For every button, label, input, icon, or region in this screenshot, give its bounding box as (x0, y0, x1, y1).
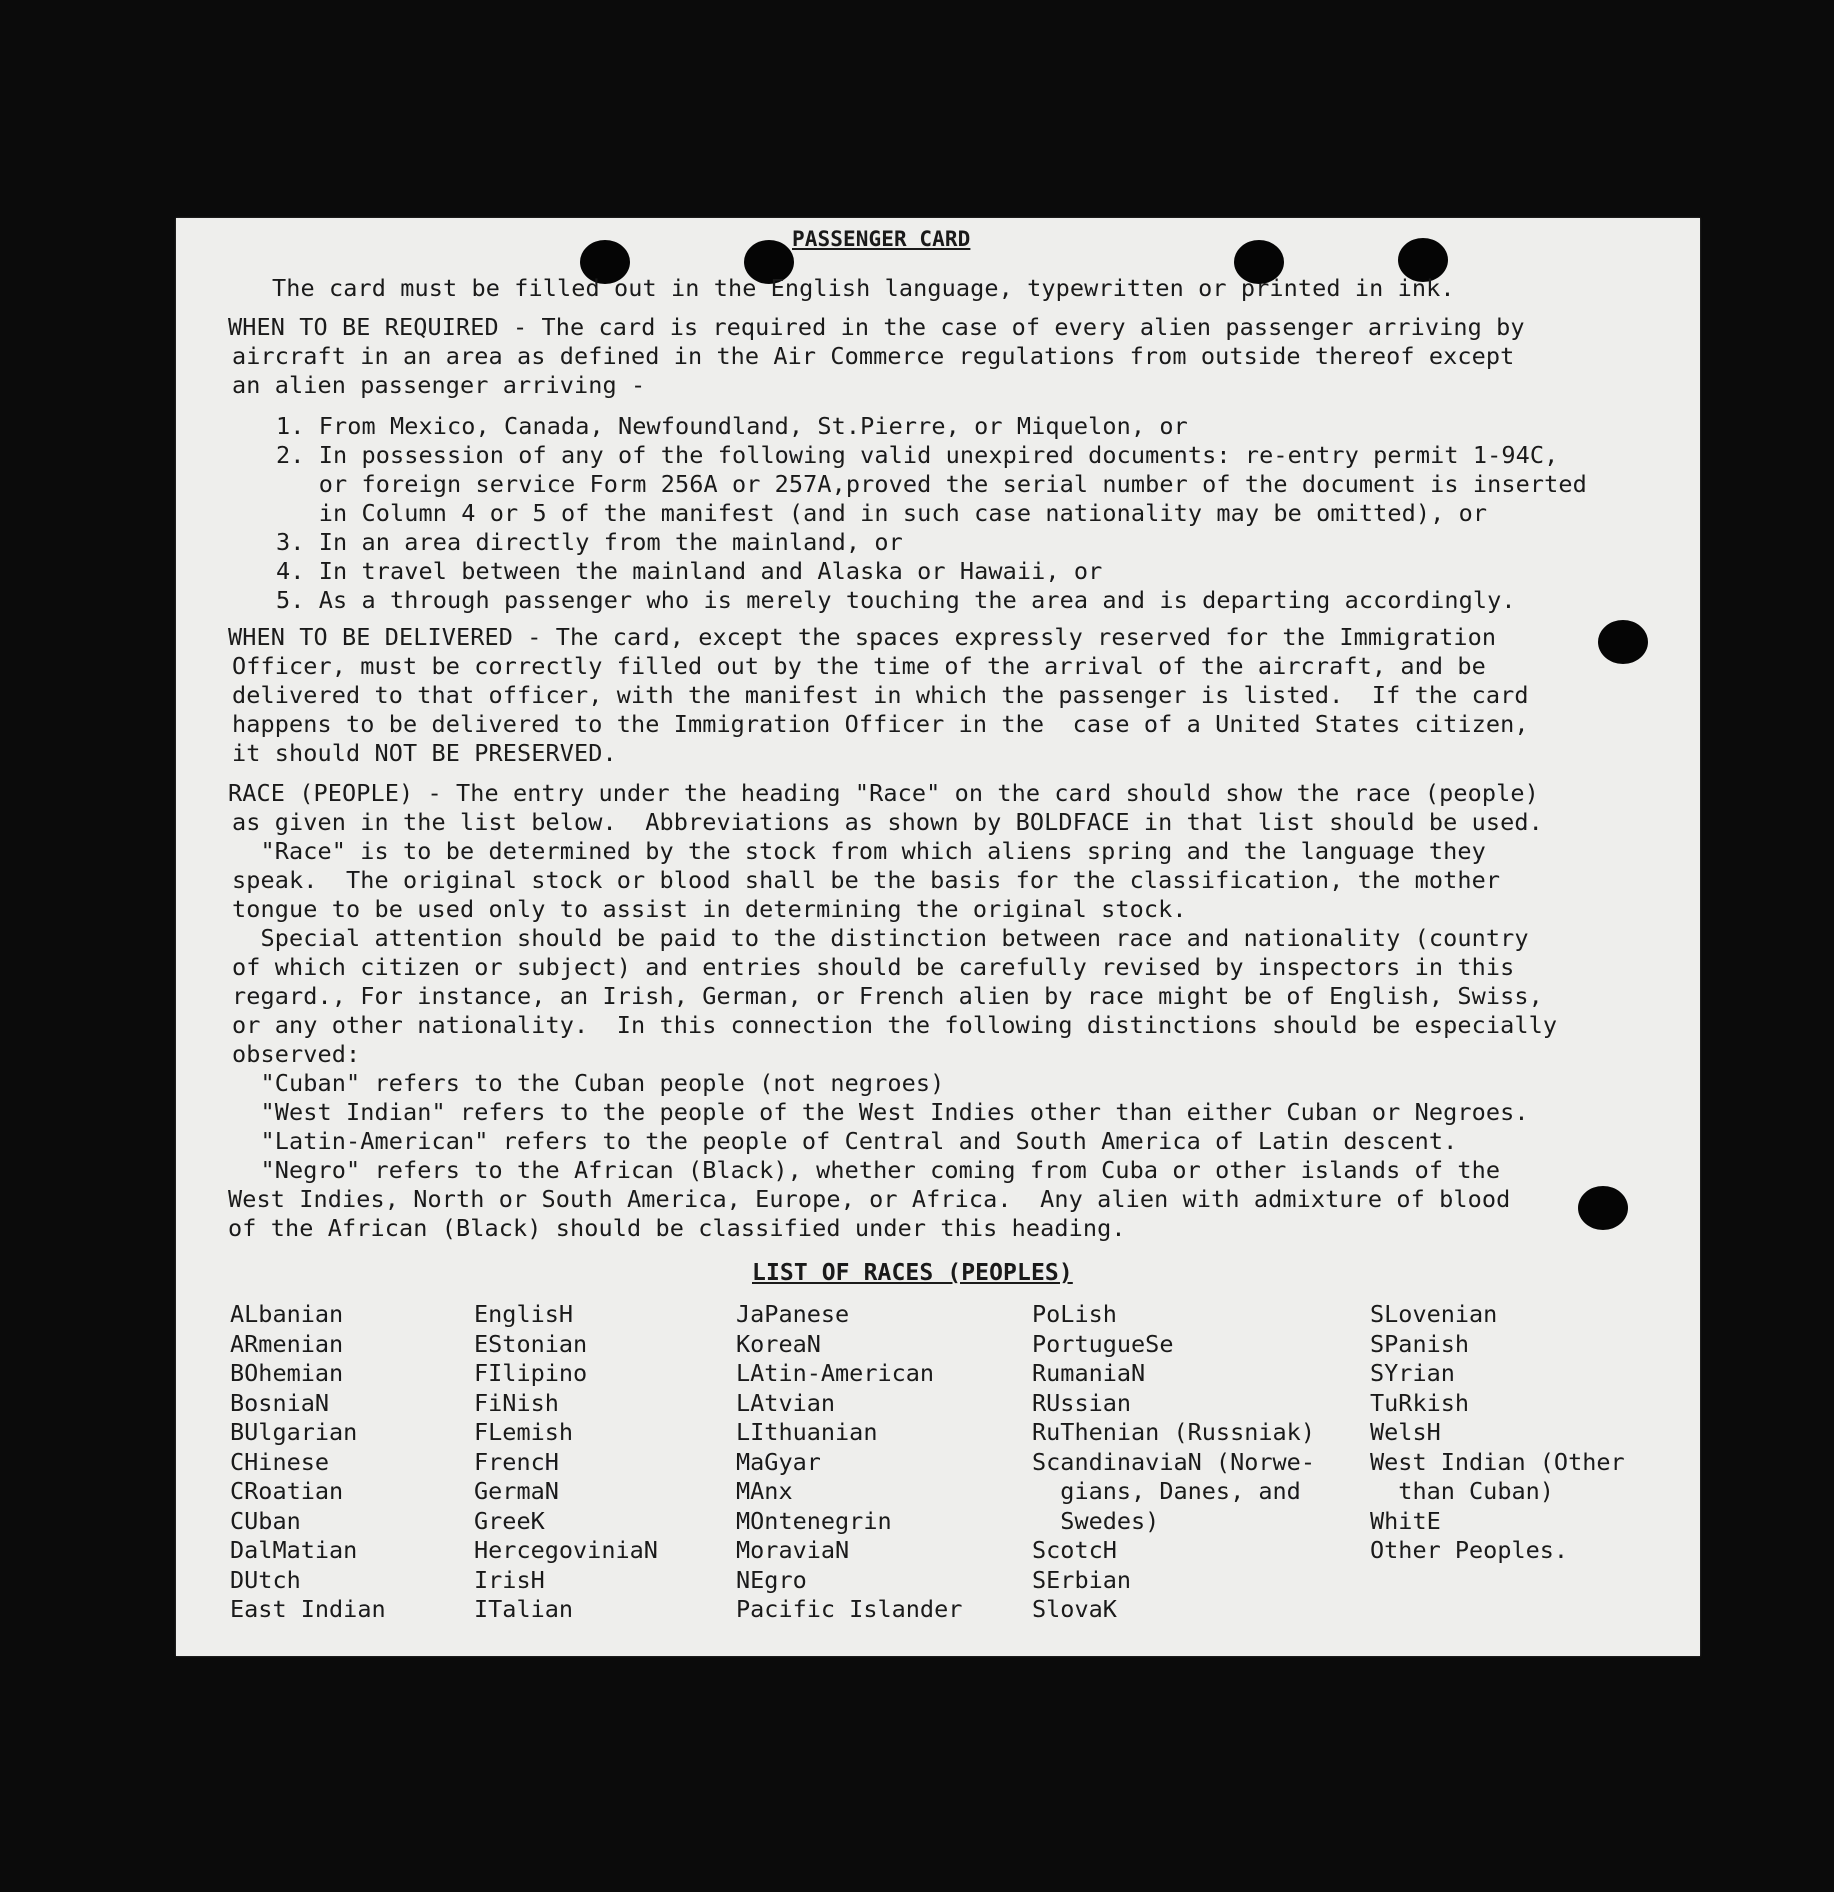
race-line: speak. The original stock or blood shall be the basis for the classification, the mother (232, 866, 1501, 894)
race-entry: ARmenian (230, 1329, 344, 1358)
race-entry: than Cuban) (1370, 1477, 1554, 1505)
race-entry: DalMatian (230, 1536, 358, 1564)
race-entry: LIthuanian (736, 1418, 878, 1446)
race-entry: PortugueSe (1032, 1329, 1174, 1358)
race-column (230, 1300, 386, 1625)
race-entry: SPanish (1370, 1329, 1470, 1358)
required-item: 2. In possession of any of the following valid unexpired documents: re-entry permit 1-94C, (276, 441, 1559, 469)
passenger-card (176, 218, 1700, 1656)
race-entry: JaPanese (736, 1300, 850, 1328)
required-item: 5. As a through passenger who is merely touching the area and is departing accordingly. (276, 586, 1516, 614)
race-column (474, 1300, 658, 1625)
race-entry: SLovenian (1370, 1300, 1498, 1328)
race-line: of the African (Black) should be classified under this heading. (228, 1214, 1126, 1242)
required-line: WHEN TO BE REQUIRED - The card is required in the case of every alien passenger arriving by (228, 313, 1525, 341)
race-entry: MOntenegrin (736, 1506, 892, 1535)
card-title: PASSENGER CARD (792, 227, 971, 251)
race-line: observed: (232, 1040, 361, 1068)
race-entry: FLemish (474, 1418, 574, 1446)
race-entry: CRoatian (230, 1477, 344, 1505)
race-entry: CHinese (230, 1447, 330, 1476)
delivered-line: Officer, must be correctly filled out by the time of the arrival of the aircraft, and be (232, 652, 1486, 680)
race-entry: FIlipino (474, 1359, 588, 1387)
race-line: "Race" is to be determined by the stock from which aliens spring and the language they (232, 837, 1486, 865)
race-entry: WelsH (1370, 1418, 1441, 1446)
race-entry: BosniaN (230, 1388, 330, 1417)
race-entry: BUlgarian (230, 1418, 358, 1446)
race-entry: LAtvian (736, 1388, 836, 1417)
punch-hole (1598, 620, 1648, 664)
race-entry: HercegoviniaN (474, 1536, 658, 1564)
race-entry: RuThenian (Russniak) (1032, 1418, 1315, 1446)
race-entry: SYrian (1370, 1359, 1455, 1387)
race-entry: GreeK (474, 1506, 545, 1535)
race-column (1032, 1300, 1315, 1625)
race-line: as given in the list below. Abbreviations as shown by BOLDFACE in that list should be used. (232, 808, 1543, 836)
race-entry: EnglisH (474, 1300, 574, 1328)
race-entry: KoreaN (736, 1329, 821, 1358)
required-item: 3. In an area directly from the mainland, or (276, 528, 903, 556)
list-title: LIST OF RACES (PEOPLES) (752, 1260, 1073, 1286)
race-column (736, 1300, 962, 1625)
required-item: 1. From Mexico, Canada, Newfoundland, St.Pierre, or Miquelon, or (276, 412, 1188, 440)
race-line: regard., For instance, an Irish, German, or French alien by race might be of English, Swiss, (232, 982, 1543, 1010)
race-entry: ITalian (474, 1595, 574, 1623)
race-line: Special attention should be paid to the distinction between race and nationality (country (232, 924, 1529, 952)
required-line: aircraft in an area as defined in the Air Commerce regulations from outside thereof except (232, 342, 1515, 370)
race-entry: MoraviaN (736, 1536, 850, 1564)
race-entry: RUssian (1032, 1388, 1132, 1417)
race-entry: DUtch (230, 1565, 301, 1594)
race-entry: East Indian (230, 1595, 386, 1623)
race-entry: NEgro (736, 1565, 807, 1594)
race-entry: FiNish (474, 1388, 559, 1417)
race-entry: West Indian (Other (1370, 1447, 1625, 1476)
race-entry: ALbanian (230, 1300, 344, 1328)
race-entry: CUban (230, 1506, 301, 1535)
intro-text: The card must be filled out in the English language, typewritten or printed in ink. (272, 274, 1455, 302)
race-entry: Pacific Islander (736, 1595, 963, 1623)
race-line: or any other nationality. In this connection the following distinctions should be especially (232, 1011, 1558, 1039)
race-line: tongue to be used only to assist in determining the original stock. (232, 895, 1187, 923)
race-entry: Other Peoples. (1370, 1536, 1569, 1564)
race-line: "Cuban" refers to the Cuban people (not negroes) (232, 1069, 945, 1097)
race-line: "West Indian" refers to the people of the West Indies other than either Cuban or Negroes. (232, 1098, 1529, 1126)
punch-hole (1578, 1186, 1628, 1230)
race-entry: WhitE (1370, 1506, 1441, 1535)
race-entry: ScandinaviaN (Norwe- (1032, 1447, 1315, 1476)
race-entry: IrisH (474, 1565, 545, 1594)
race-line: West Indies, North or South America, Europe, or Africa. Any alien with admixture of blood (228, 1185, 1511, 1213)
required-item: 4. In travel between the mainland and Alaska or Hawaii, or (276, 557, 1103, 585)
delivered-line: WHEN TO BE DELIVERED - The card, except the spaces expressly reserved for the Immigration (228, 623, 1497, 651)
race-entry: SErbian (1032, 1565, 1132, 1594)
race-entry: Swedes) (1032, 1506, 1160, 1535)
race-entry: PoLish (1032, 1300, 1117, 1328)
race-entry: BOhemian (230, 1359, 344, 1387)
required-item: or foreign service Form 256A or 257A,proved the serial number of the document is inserted (276, 470, 1587, 498)
race-entry: TuRkish (1370, 1388, 1470, 1417)
required-item: in Column 4 or 5 of the manifest (and in such case nationality may be omitted), or (276, 499, 1488, 527)
race-entry: MAnx (736, 1477, 793, 1505)
delivered-line: delivered to that officer, with the manifest in which the passenger is listed. If the card (232, 681, 1529, 709)
race-entry: RumaniaN (1032, 1359, 1146, 1387)
race-entry: LAtin-American (736, 1359, 935, 1387)
race-entry: EStonian (474, 1329, 588, 1358)
race-entry: FrencH (474, 1447, 559, 1476)
race-entry: ScotcH (1032, 1536, 1117, 1564)
race-line: of which citizen or subject) and entries should be carefully revised by inspectors in this (232, 953, 1515, 981)
race-line: "Negro" refers to the African (Black), whether coming from Cuba or other islands of the (232, 1156, 1501, 1184)
required-line: an alien passenger arriving - (232, 371, 646, 399)
delivered-line: it should NOT BE PRESERVED. (232, 739, 617, 767)
race-column (1370, 1300, 1625, 1566)
race-entry: MaGyar (736, 1447, 821, 1476)
delivered-line: happens to be delivered to the Immigration Officer in the case of a United States citizen, (232, 710, 1529, 738)
race-entry: SlovaK (1032, 1595, 1117, 1623)
race-entry: GermaN (474, 1477, 559, 1505)
race-line: "Latin-American" refers to the people of Central and South America of Latin descent. (232, 1127, 1458, 1155)
race-entry: gians, Danes, and (1032, 1477, 1301, 1505)
race-line: RACE (PEOPLE) - The entry under the heading "Race" on the card should show the race (people) (228, 779, 1539, 807)
